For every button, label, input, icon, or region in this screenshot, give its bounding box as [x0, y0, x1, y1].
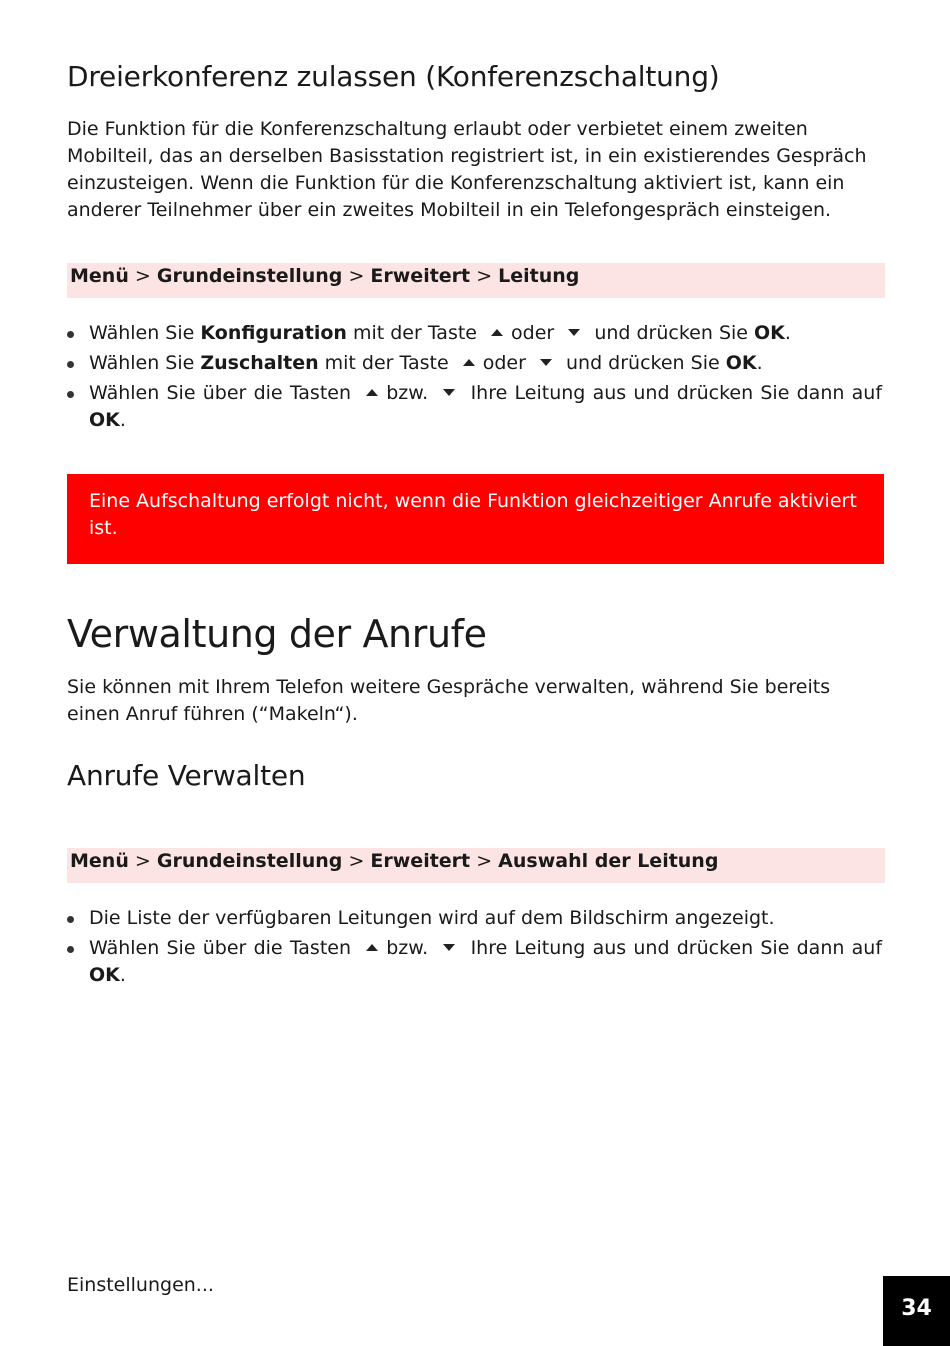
bullet-icon — [67, 361, 74, 368]
warning-note: Eine Aufschaltung erfolgt nicht, wenn die Funktion gleichzeitiger Anrufe aktiviert ist. — [67, 474, 884, 564]
menu-path-separator: > — [348, 850, 365, 872]
arrow-up-icon — [463, 359, 475, 366]
arrow-down-icon — [443, 944, 455, 951]
menu-path-item: Auswahl der Leitung — [498, 850, 719, 872]
menu-path-item: Leitung — [498, 265, 580, 287]
menu-option-zuschalten: Zuschalten — [200, 352, 319, 374]
list-item: Wählen Sie Zuschalten mit der Taste oder und drücken Sie OK. — [67, 350, 882, 377]
menu-path-leitung — [67, 263, 885, 298]
ok-key-label: OK — [754, 322, 785, 344]
menu-path-separator: > — [348, 265, 365, 287]
arrow-up-icon — [491, 329, 503, 336]
bullet-icon — [67, 331, 74, 338]
section-body-anrufe: Sie können mit Ihrem Telefon weitere Gespräche verwalten, während Sie bereits einen Anruf führen (“Makeln“). — [67, 676, 831, 725]
menu-option-konfiguration: Konfiguration — [200, 322, 347, 344]
menu-path-separator: > — [134, 265, 151, 287]
list-item: Die Liste der verfügbaren Leitungen wird auf dem Bildschirm angezeigt. — [67, 905, 882, 932]
list-item: Wählen Sie über die Tasten bzw. Ihre Leitung aus und drücken Sie dann auf OK. — [67, 935, 882, 989]
ok-key-label: OK — [89, 409, 120, 431]
section-body-konferenz: Die Funktion für die Konferenzschaltung erlaubt oder verbietet einem zweiten Mobilteil, das an derselben Basisstation registriert ist, in ein existierendes Gespräch einzusteigen. Wenn die Funktion für die Konferenzschaltung aktiviert ist, kann ein anderer Teilnehmer über ein zweites Mobilteil in ein Telefongespräch einsteigen. — [67, 118, 867, 221]
footer-chapter-label: Einstellungen... — [67, 1274, 214, 1296]
arrow-up-icon — [366, 389, 378, 396]
menu-path-item: Grundeinstellung — [156, 265, 343, 287]
menu-path-separator: > — [134, 850, 151, 872]
page-number: 34 — [883, 1276, 950, 1346]
arrow-down-icon — [568, 329, 580, 336]
menu-path-separator: > — [476, 850, 493, 872]
arrow-down-icon — [443, 389, 455, 396]
ok-key-label: OK — [725, 352, 757, 374]
steps-list-anrufe — [67, 905, 882, 992]
menu-path-item: Erweitert — [370, 850, 471, 872]
page-title: Verwaltung der Anrufe — [67, 612, 487, 656]
section-heading-konferenz: Dreierkonferenz zulassen (Konferenzschaltung) — [67, 60, 720, 93]
menu-path-auswahl-leitung — [67, 848, 885, 883]
arrow-up-icon — [366, 944, 378, 951]
list-item: Wählen Sie Konfiguration mit der Taste oder und drücken Sie OK. — [67, 320, 882, 347]
steps-list-konferenz — [67, 320, 882, 437]
bullet-icon — [67, 391, 74, 398]
menu-path-separator: > — [476, 265, 493, 287]
menu-path-item: Erweitert — [370, 265, 471, 287]
ok-key-label: OK — [89, 964, 120, 986]
arrow-down-icon — [540, 359, 552, 366]
bullet-icon — [67, 946, 74, 953]
bullet-icon — [67, 916, 74, 923]
menu-path-item: Grundeinstellung — [156, 850, 343, 872]
list-item: Wählen Sie über die Tasten bzw. Ihre Leitung aus und drücken Sie dann auf OK. — [67, 380, 882, 434]
section-heading-anrufe-verwalten: Anrufe Verwalten — [67, 759, 306, 792]
menu-path-item: Menü — [70, 850, 129, 872]
menu-path-item: Menü — [70, 265, 129, 287]
